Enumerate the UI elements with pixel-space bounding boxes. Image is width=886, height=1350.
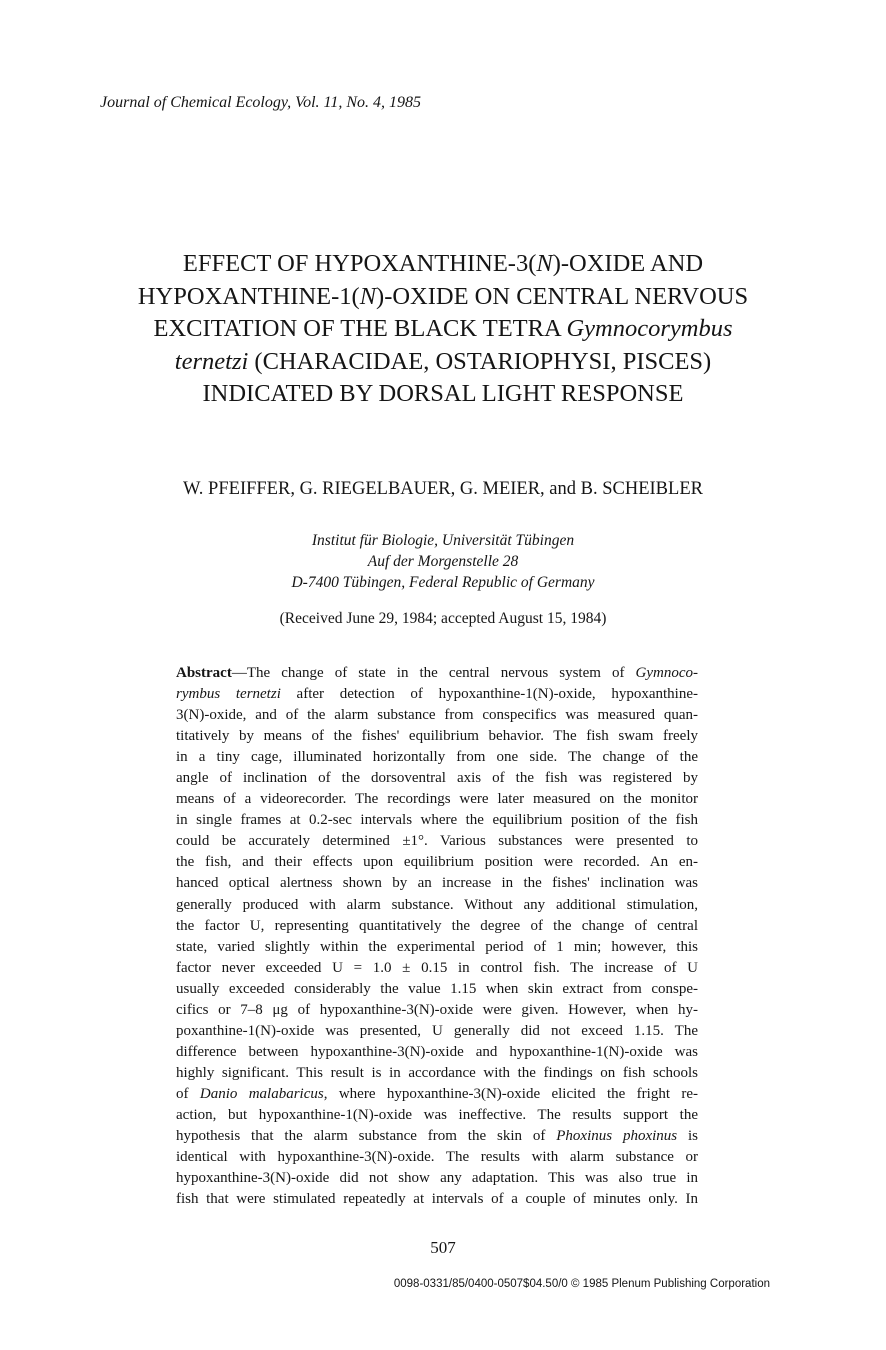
abstract-line: generally produced with alarm substance. Without any additional stimulation, xyxy=(176,896,698,913)
title-text: )-OXIDE AND xyxy=(552,250,704,277)
abstract-line: 3(N)-oxide, and of the alarm substance from conspecifics was measured quan- xyxy=(176,707,698,724)
affiliation-line: D-7400 Tübingen, Federal Republic of Germany xyxy=(291,574,595,591)
abstract-line: hypoxanthine-3(N)-oxide did not show any adaptation. This was also true in xyxy=(176,1170,698,1187)
title-italic: N xyxy=(359,282,377,310)
abstract-line: the fish, and their effects upon equilibrium position were recorded. An en- xyxy=(176,854,698,871)
abstract-text: of xyxy=(176,1085,200,1102)
abstract-line: means of a videorecorder. The recordings were later measured on the monitor xyxy=(176,791,698,808)
abstract-italic: Phoxinus phoxinus xyxy=(556,1128,678,1145)
abstract-line: usually exceeded considerably the value 1.15 when skin extract from conspe- xyxy=(176,980,698,997)
title-text: EFFECT OF HYPOXANTHINE-3( xyxy=(182,250,537,277)
abstract-line: could be accurately determined ±1°. Various substances were presented to xyxy=(176,833,698,850)
abstract-line xyxy=(176,1084,698,1105)
title-italic: ternetzi xyxy=(174,347,249,375)
abstract-line: poxanthine-1(N)-oxide was presented, U generally did not exceed 1.15. The xyxy=(176,1022,698,1039)
abstract-line: in single frames at 0.2-sec intervals where the equilibrium position of the fish xyxy=(176,812,698,829)
abstract-italic: rymbus ternetzi xyxy=(176,686,281,703)
title-text: HYPOXANTHINE-1( xyxy=(137,282,360,310)
abstract-italic: Gymnoco- xyxy=(635,665,698,681)
received-dates: (Received June 29, 1984; accepted August 15, 1984) xyxy=(279,610,607,627)
abstract-line: cifics or 7–8 μg of hypoxanthine-3(N)-oxide were given. However, when hy- xyxy=(176,1001,698,1018)
abstract-line: angle of inclination of the dorsoventral axis of the fish was registered by xyxy=(176,770,698,787)
abstract-text: is xyxy=(677,1128,698,1145)
abstract-line: in a tiny cage, illuminated horizontally from one side. The change of the xyxy=(176,749,698,766)
title-line xyxy=(100,281,786,314)
abstract-line: action, but hypoxanthine-1(N)-oxide was ineffective. The results support the xyxy=(176,1106,698,1123)
abstract-line: highly significant. This result is in accordance with the findings on fish schools xyxy=(176,1064,698,1081)
author-list: W. PFEIFFER, G. RIEGELBAUER, G. MEIER, and B. SCHEIBLER xyxy=(183,479,703,499)
abstract-text: hypothesis that the alarm substance from the skin of xyxy=(176,1128,557,1145)
title-italic: N xyxy=(536,250,553,277)
title-line xyxy=(100,313,786,346)
abstract-line: titatively by means of the fishes' equilibrium behavior. The fish swam freely xyxy=(176,728,698,745)
abstract-line xyxy=(176,1126,698,1147)
affiliation xyxy=(100,530,786,593)
journal-citation: Journal of Chemical Ecology, Vol. 11, No. 4, 1985 xyxy=(100,94,422,111)
abstract-line xyxy=(176,684,698,705)
abstract-line: state, varied slightly within the experimental period of 1 min; however, this xyxy=(176,938,698,955)
abstract-text: , where hypoxanthine-3(N)-oxide elicited the fright re- xyxy=(323,1085,698,1102)
copyright-line: 0098-0331/85/0400-0507$04.50/0 © 1985 Plenum Publishing Corporation xyxy=(393,1278,770,1290)
abstract-line: fish that were stimulated repeatedly at intervals of a couple of minutes only. In xyxy=(176,1191,698,1208)
abstract-line: the factor U, representing quantitatively the degree of the change of central xyxy=(176,917,698,934)
abstract-line: factor never exceeded U = 1.0 ± 0.15 in control fish. The increase of U xyxy=(176,959,698,976)
abstract-line: identical with hypoxanthine-3(N)-oxide. The results with alarm substance or xyxy=(176,1149,698,1166)
title-line xyxy=(100,346,786,379)
abstract-line: hanced optical alertness shown by an increase in the fishes' inclination was xyxy=(176,875,698,892)
page-number: 507 xyxy=(430,1238,456,1257)
title-italic: Gymnocorymbus xyxy=(566,315,733,342)
title-text: (CHARACIDAE, OSTARIOPHYSI, PISCES) xyxy=(248,347,712,375)
abstract-line xyxy=(176,663,698,684)
abstract-line: difference between hypoxanthine-3(N)-oxide and hypoxanthine-1(N)-oxide was xyxy=(176,1043,698,1060)
abstract-label: Abstract xyxy=(176,665,232,681)
affiliation-line: Institut für Biologie, Universität Tübingen xyxy=(311,532,575,549)
paper-title xyxy=(100,248,786,411)
title-text: EXCITATION OF THE BLACK TETRA xyxy=(153,315,567,342)
abstract xyxy=(176,663,698,1210)
title-line: INDICATED BY DORSAL LIGHT RESPONSE xyxy=(202,380,684,407)
title-text: )-OXIDE ON CENTRAL NERVOUS xyxy=(376,282,749,310)
affiliation-line: Auf der Morgenstelle 28 xyxy=(367,553,519,570)
abstract-text: after detection of hypoxanthine-1(N)-oxide, hypoxanthine- xyxy=(280,686,698,703)
abstract-italic: Danio malabaricus xyxy=(199,1085,324,1102)
abstract-text: —The change of state in the central nervous system of xyxy=(231,665,636,681)
title-line xyxy=(100,248,786,281)
